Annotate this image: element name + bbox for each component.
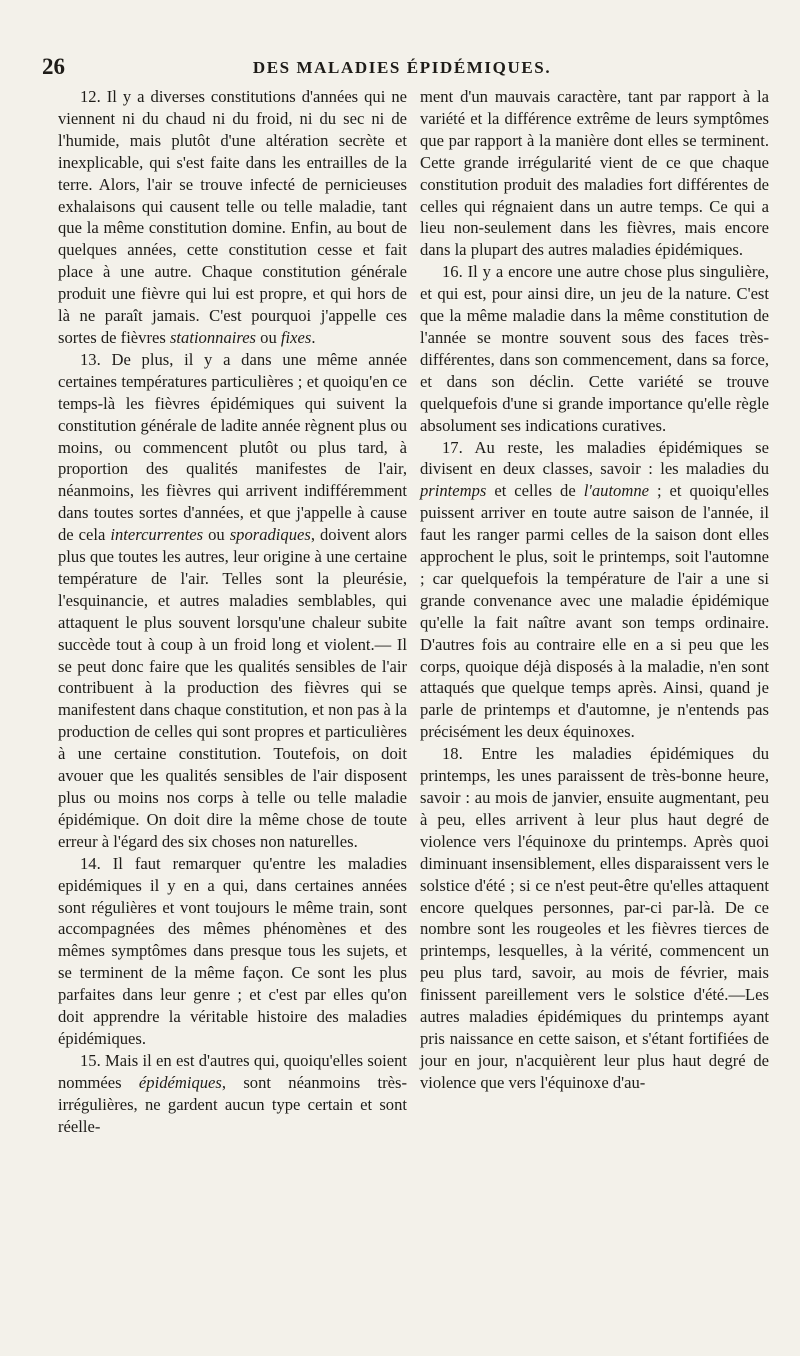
paragraph-text: 17. Au reste, les maladies épidémiques se divisent en deux classes, savoir : les maladies du (420, 437, 769, 479)
paragraph-p14 (58, 853, 407, 1050)
italic-term: printemps (420, 481, 487, 501)
italic-term: sporadiques (229, 525, 311, 545)
page-header (42, 54, 762, 80)
running-title: DES MALADIES ÉPIDÉMIQUES. (252, 58, 552, 77)
page-number: 26 (42, 54, 65, 79)
paragraph-text: et celles de (486, 481, 584, 501)
paragraph-text: 16. Il y a encore une autre chose plus singulière, et qui est, pour ainsi dire, un jeu de la nature. C'est que la même maladie dans la même constitution de l'année se montre souvent sous des faces très-différentes, dans son commencement, dans sa force, et dans son déclin. Cette variété se trouve quelquefois d'une si grande importance qu'elle règle absolument ses indications curatives. (420, 262, 769, 435)
italic-term: intercurrentes (110, 525, 204, 545)
paragraph-p18 (420, 743, 769, 1094)
paragraph-text: 15. Mais il en est d'autres qui, quoiqu'elles soient nommées (58, 1050, 407, 1092)
paragraph-text: 12. Il y a diverses constitutions d'années qui ne viennent ni du chaud ni du froid, ni du sec ni de l'humide, mais plutôt d'une altération secrète et inexplicable, qui s'est faite dans les entrailles de la terre. Alors, l'air se trouve infecté de pernicieuses exhalaisons qui causent telle ou telle maladie, tant que la même constitution domine. Enfin, au bout de quelques années, cette constitution cesse et fait place à une autre. Chaque constitution générale produit une fièvre qui lui est propre, et qui hors de là ne paraît jamais. C'est pourquoi j'appelle ces sortes de fièvres (58, 87, 407, 347)
paragraph-text: ou (203, 525, 230, 545)
paragraph-text: 18. Entre les maladies épidémiques du printemps, les unes paraissent de très-bonne heure, savoir : au mois de janvier, ensuite augmentant, peu à peu, elles arrivent à leur plus haut degré de violence vers l'équinoxe du printemps. Après quoi diminuant insensiblement, elles disparaissent vers le solstice d'été ; si ce n'est peut-être qu'elles attaquent encore quelques personnes, par-ci par-là. De ce nombre sont les rougeoles et les fièvres tierces de printemps, lesquelles, à la vérité, commencent un peu plus tard, savoir, au mois de février, mais finissent pareillement vers le solstice d'été.—Les autres maladies épidémiques du printemps ayant pris naissance en cette saison, et s'étant fortifiées de jour en jour, n'acquièrent leur plus haut degré de violence que vers l'équinoxe d'au- (420, 744, 769, 1092)
paragraph-text: , sont néanmoins très-irrégulières, ne gardent aucun type certain et sont réelle- (58, 1072, 408, 1136)
paragraph-text: 13. De plus, il y a dans une même année certaines températures particulières ; et quoiqu'en ce temps-là les fièvres épidémiques qui suivent la constitution générale de ladite année règnent plus ou moins, ou commencent plutôt ou plus tard, à proportion des qualités manifestes de l'air, néanmoins, les fièvres qui arrivent indifféremment dans toutes sortes d'années, et que j'appelle à cause de cela (58, 349, 407, 545)
paragraph-p17 (420, 437, 769, 744)
paragraph-p12 (58, 86, 407, 349)
left-text-column (58, 86, 407, 1138)
italic-term: fixes (280, 327, 312, 347)
paragraph-text: . (311, 327, 316, 347)
right-text-column (420, 86, 769, 1094)
paragraph-text: 14. Il faut remarquer qu'entre les maladies epidémiques il y en a qui, dans certaines années sont régulières et vont toujours le même train, sont accompagnées des mêmes phénomènes et des mêmes symptômes dans presque tous les sujets, et se terminent de la même façon. Ce sont les plus parfaites dans leur genre ; et c'est par elles qu'on doit apprendre la véritable histoire des maladies épidémiques. (58, 853, 407, 1048)
paragraph-p15 (58, 1050, 407, 1138)
paragraph-text: ment d'un mauvais caractère, tant par rapport à la variété et la différence extrême de leurs symptômes que par rapport à la manière dont elles se terminent. Cette grande irrégularité vient de ce que chaque constitution produit des maladies fort différentes de celles qui régnaient dans un autre temps. Ce qui a lieu non-seulement dans les fièvres, mais encore dans la plupart des autres maladies épidémiques. (420, 87, 769, 260)
paragraph-p15-cont (420, 86, 769, 261)
paragraph-text: ; et quoiqu'elles puissent arriver en toute autre saison de l'année, il faut les ranger parmi celles de la saison dont elles approchent le plus, soit le printemps, soit l'automne ; car quelquefois la température de l'air a une si grande convenance avec une maladie épidémique qu'elle la fait naître avant son temps ordinaire. D'autres fois au contraire elle en a si peu que les corps, quoique déjà disposés à la maladie, n'en sont attaqués que quelque temps après. Ainsi, quand je parle de printemps et d'automne, je n'entends pas précisément les deux équinoxes. (420, 481, 769, 742)
italic-term: l'automne (583, 481, 649, 501)
paragraph-text: , doivent alors plus que toutes les autres, leur origine à une certaine température de l'air. Telles sont la pleurésie, l'esquinancie, et autres maladies semblables, qui attaquent le plus souvent lorsqu'une chaleur subite succède tout à coup à un froid long et violent.— Il se peut donc faire que les qualités sensibles de l'air contribuent à la production des fièvres qui se manifestent dans chaque constitution, et non pas à la production de celles qui sont propres et particulières à une certaine constitution. Toutefois, on doit avouer que les qualités sensibles de l'air disposent plus ou moins nos corps à telle ou telle maladie épidémique. On doit dire la même chose de toute erreur à l'égard des six choses non naturelles. (58, 525, 407, 851)
paragraph-p16 (420, 261, 769, 436)
paragraph-text: ou (256, 327, 281, 347)
italic-term: stationnaires (169, 327, 257, 347)
italic-term: épidémiques (138, 1072, 222, 1092)
paragraph-p13 (58, 349, 407, 853)
